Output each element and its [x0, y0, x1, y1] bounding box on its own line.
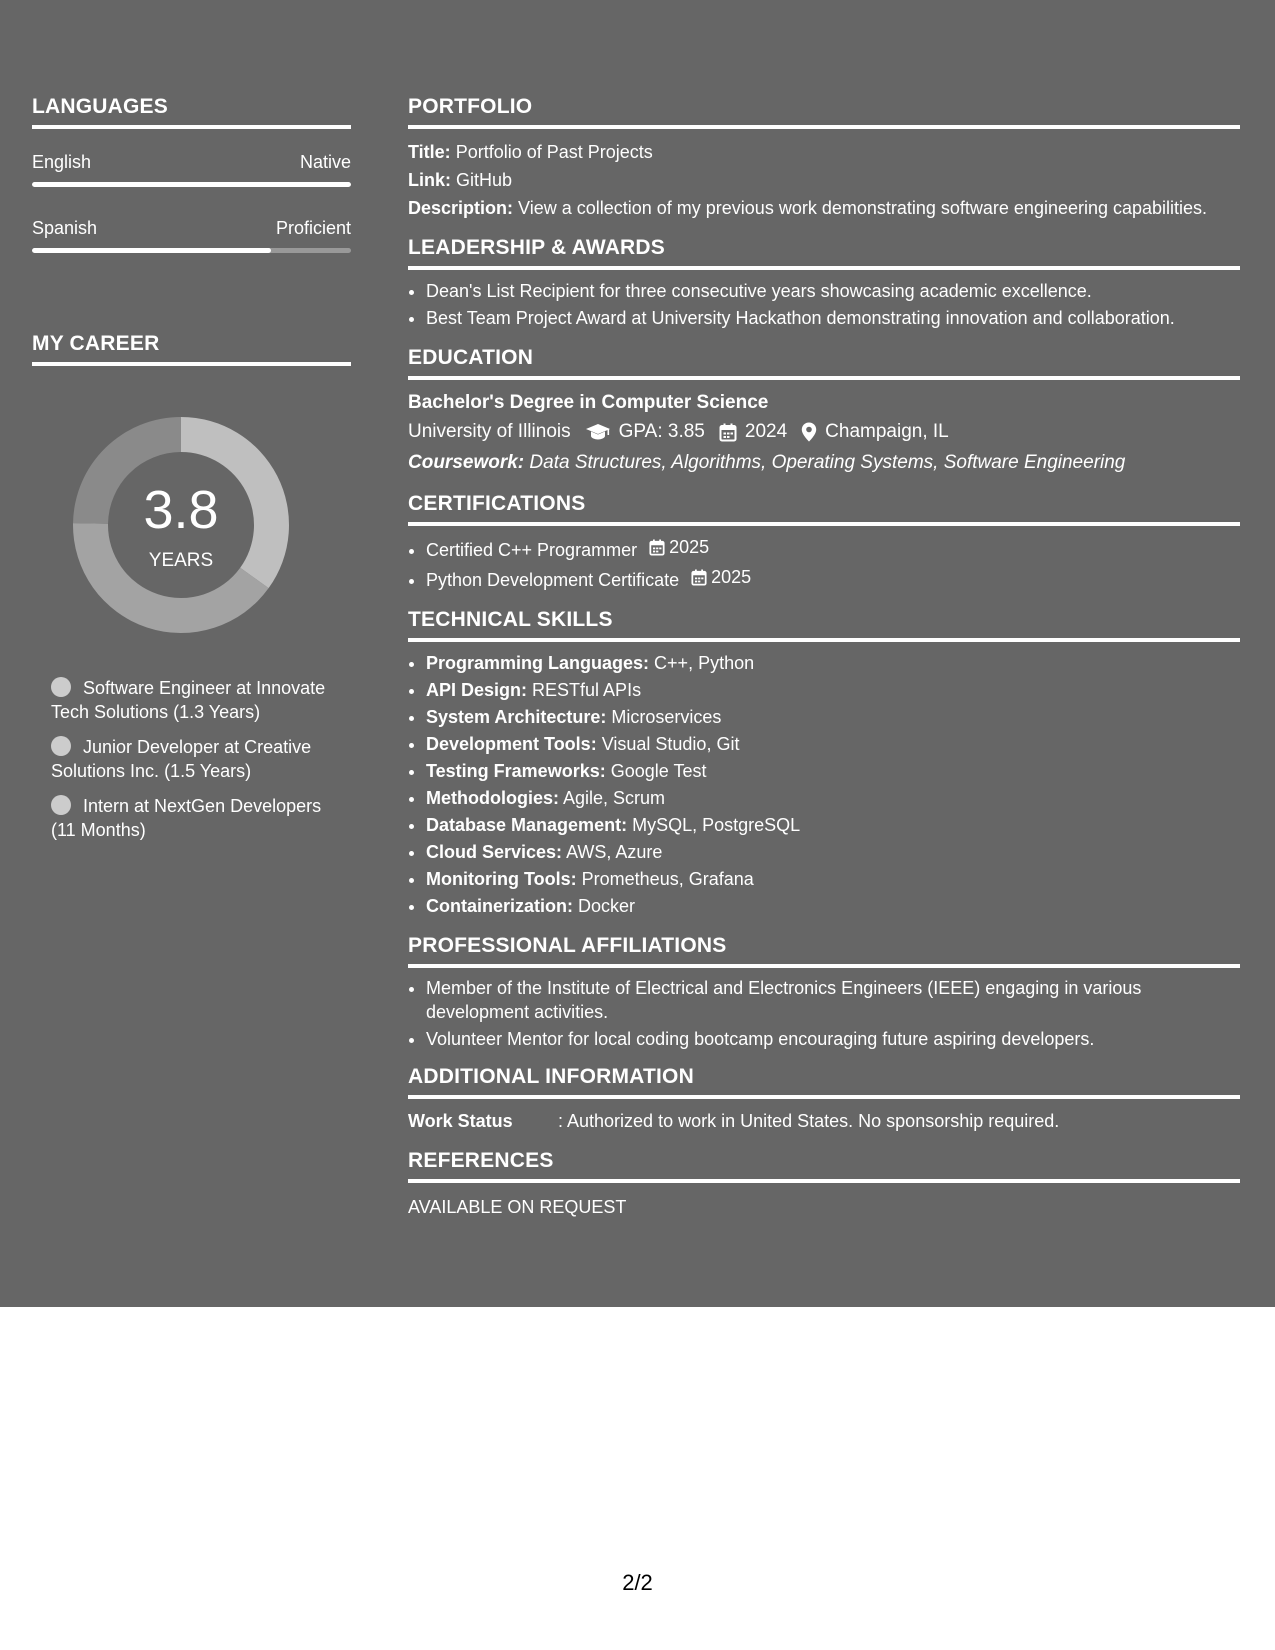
skill-item [426, 731, 1240, 758]
career-legend-label: Software Engineer at Innovate Tech Solutions (1.3 Years) [51, 678, 326, 722]
portfolio-heading: PORTFOLIO [408, 95, 1240, 129]
skill-label: Monitoring Tools: [426, 869, 577, 889]
certifications-list [408, 534, 1240, 594]
education-heading: EDUCATION [408, 346, 1240, 380]
calendar-icon [691, 569, 707, 586]
skill-item [426, 650, 1240, 677]
leadership-heading: LEADERSHIP & AWARDS [408, 236, 1240, 270]
references-heading: REFERENCES [408, 1149, 1240, 1183]
skills-section [408, 608, 1240, 920]
career-donut-chart [66, 410, 296, 640]
additional-info-section [408, 1065, 1240, 1135]
skill-value: RESTful APIs [532, 680, 642, 700]
list-item: • Volunteer Mentor for local coding bootcamp encouraging future aspiring developers. [426, 1027, 1240, 1051]
leadership-section [408, 236, 1240, 332]
certification-name: Python Development Certificate [426, 570, 680, 590]
calendar-icon [649, 539, 665, 556]
skill-label: Methodologies: [426, 788, 559, 808]
legend-dot-icon [51, 736, 71, 756]
skill-value: Visual Studio, Git [601, 734, 740, 754]
career-legend-item [51, 676, 341, 724]
language-bar [32, 248, 351, 253]
skill-item [426, 893, 1240, 920]
portfolio-section [408, 95, 1240, 222]
education-year: 2024 [744, 421, 788, 442]
language-name: English [32, 152, 92, 172]
affiliations-heading: PROFESSIONAL AFFILIATIONS [408, 934, 1240, 968]
references-text: AVAILABLE ON REQUEST [408, 1197, 627, 1217]
portfolio-title-label: Title: [408, 142, 451, 162]
language-bar-fill [32, 182, 351, 187]
skill-value: Prometheus, Grafana [581, 869, 754, 889]
career-section [32, 332, 351, 842]
education-degree: Bachelor's Degree in Computer Science [408, 392, 769, 413]
affiliations-section [408, 934, 1240, 1051]
language-item [32, 151, 351, 187]
legend-dot-icon [51, 795, 71, 815]
list-item [426, 534, 1240, 564]
legend-dot-icon [51, 677, 71, 697]
career-total-unit: YEARS [148, 550, 214, 571]
career-legend-item [51, 735, 341, 783]
work-status-row [408, 1107, 1240, 1135]
list-item: • Dean's List Recipient for three consecutive years showcasing academic excellence. [426, 278, 1240, 305]
certification-year: 2025 [669, 537, 710, 557]
portfolio-title-value: Portfolio of Past Projects [455, 142, 653, 162]
certification-year: 2025 [711, 567, 752, 587]
skill-value: C++, Python [654, 653, 755, 673]
skill-label: Database Management: [426, 815, 628, 835]
language-name: Spanish [32, 218, 98, 238]
skill-value: Microservices [611, 707, 722, 727]
language-bar-fill [32, 248, 271, 253]
list-item: • Best Team Project Award at University Hackathon demonstrating innovation and collaboration. [426, 305, 1240, 332]
language-item [32, 217, 351, 253]
page-number: 2/2 [622, 1570, 653, 1595]
left-column [32, 95, 351, 853]
skill-item [426, 785, 1240, 812]
portfolio-link[interactable]: GitHub [456, 170, 513, 190]
skill-item [426, 677, 1240, 704]
skill-value: Agile, Scrum [563, 788, 666, 808]
coursework-value: Data Structures, Algorithms, Operating Systems, Software Engineering [529, 452, 1126, 473]
skill-label: Cloud Services: [426, 842, 563, 862]
portfolio-description: View a collection of my previous work demonstrating software engineering capabilities. [518, 198, 1208, 218]
skill-item [426, 812, 1240, 839]
education-gpa: GPA: 3.85 [618, 421, 705, 442]
graduation-cap-icon [585, 423, 611, 441]
skill-label: Testing Frameworks: [426, 761, 606, 781]
skill-value: Google Test [610, 761, 707, 781]
language-level: Native [299, 152, 351, 172]
certification-name: Certified C++ Programmer [426, 540, 638, 560]
portfolio-title-row [408, 138, 1240, 166]
career-legend-label: Intern at NextGen Developers (11 Months) [51, 796, 322, 840]
right-column [408, 95, 1240, 1235]
skills-heading: TECHNICAL SKILLS [408, 608, 1240, 642]
portfolio-link-label: Link: [408, 170, 451, 190]
work-status-label: Work Status [408, 1111, 513, 1131]
skill-value: Docker [578, 896, 636, 916]
skill-label: API Design: [426, 680, 528, 700]
career-total-value: 3.8 [143, 480, 219, 540]
skill-item [426, 866, 1240, 893]
skill-label: Development Tools: [426, 734, 597, 754]
leadership-list [408, 278, 1240, 332]
education-meta [408, 417, 1240, 447]
skill-label: Containerization: [426, 896, 573, 916]
education-school: University of Illinois [408, 421, 571, 442]
work-status-value: : Authorized to work in United States. No sponsorship required. [558, 1111, 1060, 1131]
career-legend-label: Junior Developer at Creative Solutions Inc. (1.5 Years) [51, 737, 312, 781]
list-item [426, 564, 1240, 594]
education-coursework [408, 448, 1240, 478]
education-location: Champaign, IL [825, 421, 949, 442]
coursework-label: Coursework: [408, 452, 525, 473]
language-bar [32, 182, 351, 187]
skill-value: MySQL, PostgreSQL [632, 815, 801, 835]
certifications-heading: CERTIFICATIONS [408, 492, 1240, 526]
portfolio-description-row [408, 194, 1240, 222]
language-level: Proficient [275, 218, 351, 238]
portfolio-description-label: Description: [408, 198, 514, 218]
portfolio-link-row [408, 166, 1240, 194]
additional-info-heading: ADDITIONAL INFORMATION [408, 1065, 1240, 1099]
career-legend-item [51, 794, 341, 842]
languages-heading: LANGUAGES [32, 95, 351, 129]
list-item: • Member of the Institute of Electrical and Electronics Engineers (IEEE) engaging in various development activities. [426, 976, 1240, 1024]
skill-label: Programming Languages: [426, 653, 650, 673]
career-legend [51, 676, 341, 842]
skill-label: System Architecture: [426, 707, 607, 727]
skill-item [426, 704, 1240, 731]
affiliations-list [408, 976, 1240, 1051]
skill-item [426, 758, 1240, 785]
map-pin-icon [801, 422, 817, 442]
skill-item [426, 839, 1240, 866]
certifications-section [408, 492, 1240, 594]
calendar-icon [719, 423, 737, 442]
skill-value: AWS, Azure [566, 842, 663, 862]
references-section [408, 1149, 1240, 1221]
skills-list [408, 650, 1240, 920]
career-heading: MY CAREER [32, 332, 351, 366]
education-section [408, 346, 1240, 478]
